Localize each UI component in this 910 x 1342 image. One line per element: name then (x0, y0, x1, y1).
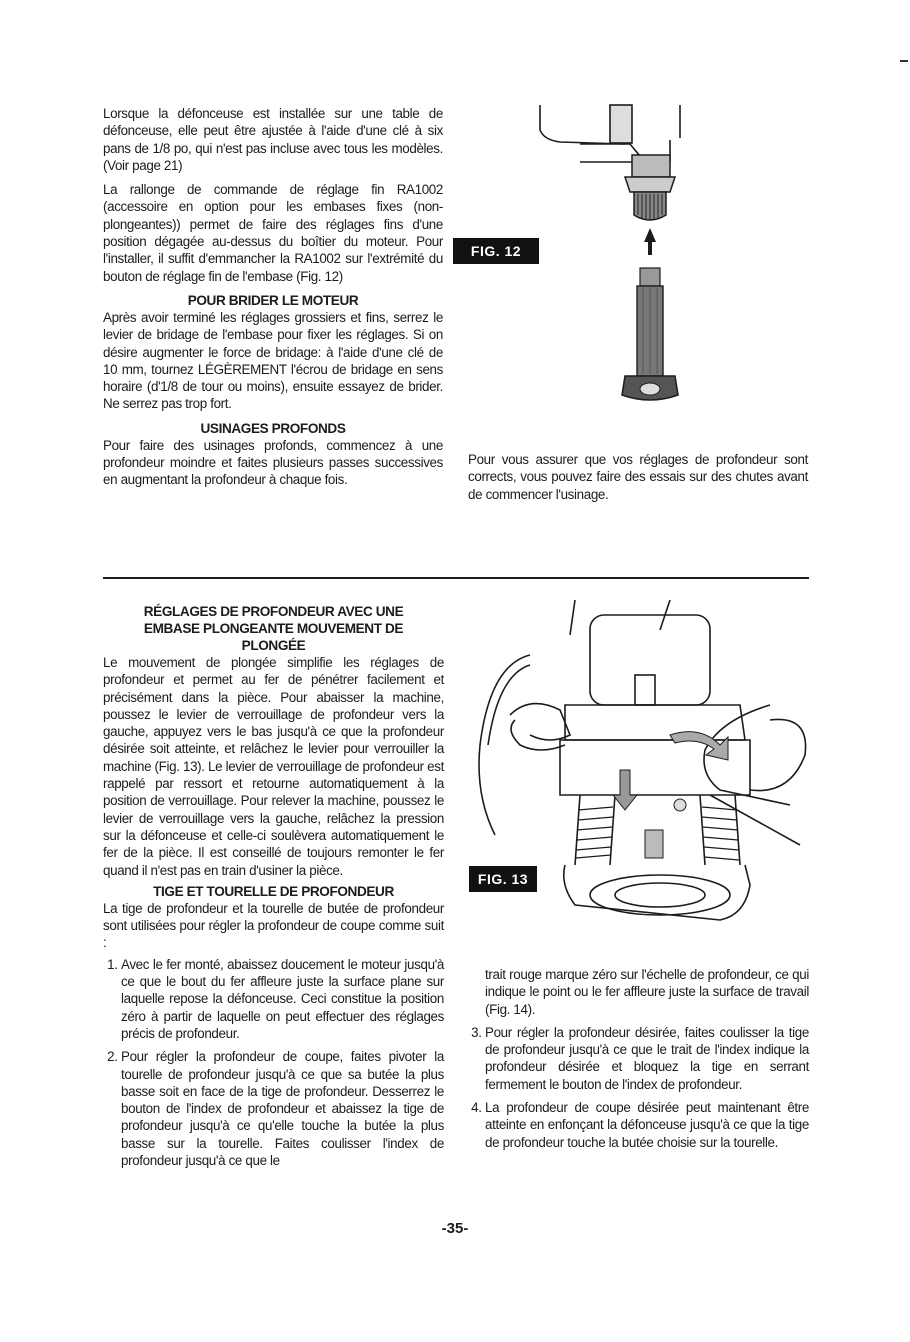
fig-13-label: FIG. 13 (469, 866, 537, 892)
paragraph-brider: Après avoir terminé les réglages grossiers et fins, serrez le levier de bridage de l'embase pour fixer les réglages. Si on désire augmenter le force de bridage: à l'aide d'une clé de 10 mm, tournez LÉGÈREMENT l'écrou de bridage en sens horaire (d'1/8 de tour ou moins), ensuite essayez de brider. Ne serrez pas trop fort. (103, 309, 443, 412)
fig-12-illustration (520, 100, 720, 430)
page-edge-mark (900, 60, 908, 62)
bottom-right-column (467, 966, 809, 1157)
step-2-continuation: trait rouge marque zéro sur l'échelle de profondeur, ce qui indique le point ou le fer affleure juste la surface de travail (Fig. 14). (485, 967, 809, 1017)
paragraph-usinages: Pour faire des usinages profonds, commencez à une profondeur moindre et faites plusieurs passes successives en augmentant la profondeur à chaque fois. (103, 437, 443, 488)
paragraph-ra1002: La rallonge de commande de réglage fin RA1002 (accessoire en option pour les embases fixes (non-plongeantes)) permet de faire des réglages fins d'une position dégagée au-dessus du boîtier du moteur. Pour l'installer, il suffit d'emmancher la RA1002 sur l'extrémité du bouton de réglage fin de l'embase (Fig. 12) (103, 182, 443, 284)
page-number: -35- (441, 1220, 469, 1237)
paragraph-plongee: Le mouvement de plongée simplifie les réglages de profondeur et permet au fer de pénétrer facilement et précisément dans la pièce. Pour abaisser la machine, poussez le levier de verrouillage de profondeur vers la gauche, appuyez vers le bas jusqu'à ce que la profondeur désirée soit atteinte, et relâchez le levier pour verrouiller la machine (Fig. 13). Le levier de verrouillage de profondeur est rappelé par ressort et retourne automatiquement à la position de verrouillage. Pour relever la machine, poussez le levier de verrouillage vers la gauche, relâchez la pression sur la défonceuse et celle-ci soulèvera automatiquement le fer de la pièce. Il est conseillé de toujours remonter le fer quand il n'est pas en train d'usiner la pièce. (103, 655, 444, 878)
steps-list-right (467, 1024, 809, 1151)
paragraph-tige: La tige de profondeur et la tourelle de butée de profondeur sont utilisées pour régler la profondeur de coupe comme suit : (103, 900, 444, 951)
top-left-column (103, 105, 443, 496)
caption-text: Pour vous assurer que vos réglages de profondeur sont corrects, vous pouvez faire des essais sur des chutes avant de commencer l'usinage. (468, 452, 808, 502)
step-4: 4. La profondeur de coupe désirée peut maintenant être atteinte en enfonçant la défonceuse jusqu'à ce que la tige de profondeur touche la butée choisie sur la tourelle. (485, 1099, 809, 1151)
section-divider (103, 577, 809, 579)
heading-tige-tourelle: TIGE ET TOURELLE DE PROFONDEUR (153, 883, 394, 899)
fig-12-label: FIG. 12 (453, 238, 539, 264)
bottom-left-column (103, 603, 444, 1175)
heading-reglages-plongee: RÉGLAGES DE PROFONDEUR AVEC UNE EMBASE PLONGEANTE MOUVEMENT DE PLONGÉE (143, 604, 404, 653)
step-2: 2. Pour régler la profondeur de coupe, faites pivoter la tourelle de profondeur jusqu'à ce que sa butée la plus basse soit en face de la tige de profondeur. Desserrez le bouton de l'index de profondeur et abaissez la tige de profondeur jusqu'à ce qu'elle touche la butée la plus basse sur la tourelle. Faites coulisser l'index de profondeur jusqu'à ce que le (121, 1048, 444, 1169)
fig-12-caption (468, 451, 808, 510)
steps-list-left (103, 956, 444, 1170)
step-3: 3. Pour régler la profondeur désirée, faites coulisser la tige de profondeur jusqu'à ce que le trait de l'index indique la profondeur désirée et bloquez la tige en serrant fermement le bouton de l'index de profondeur. (485, 1024, 809, 1093)
heading-brider-moteur: POUR BRIDER LE MOTEUR (187, 292, 359, 308)
heading-usinages-profonds: USINAGES PROFONDS (200, 420, 346, 436)
step-1: 1. Avec le fer monté, abaissez doucement le moteur jusqu'à ce que le bout du fer affleure juste la surface plane sur laquelle repose la défonceuse. Ceci constitue la position zéro à partir de laquelle on peut effectuer des réglages précis de profondeur. (121, 956, 444, 1042)
fig-13-illustration (470, 595, 810, 925)
paragraph-table-adjust: Lorsque la défonceuse est installée sur une table de défonceuse, elle peut être ajustée à l'aide d'une clé à six pans de 1/8 po, qui n'est pas incluse avec tous les modèles. (Voir page 21) (103, 106, 443, 173)
